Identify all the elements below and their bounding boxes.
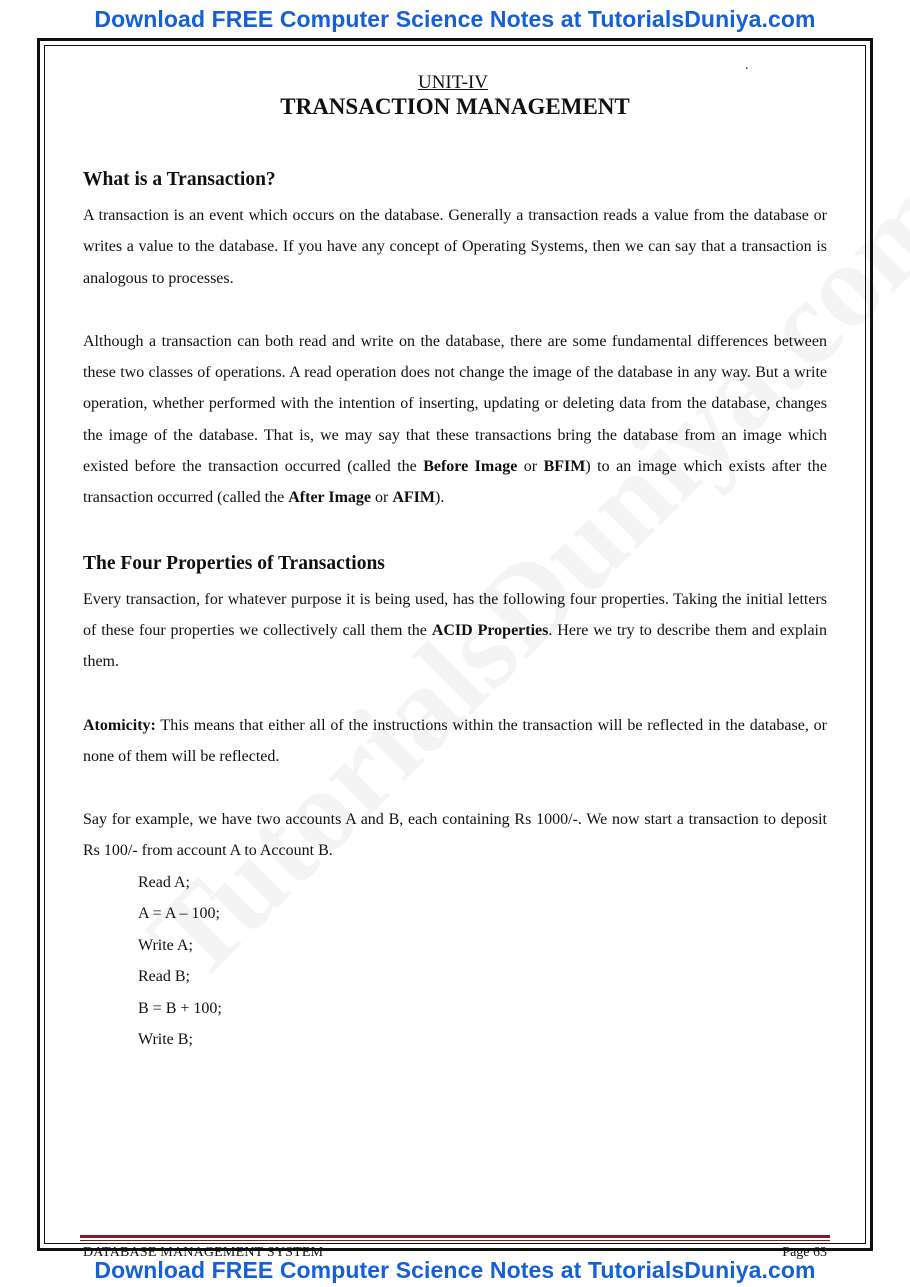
bold-term: AFIM — [392, 489, 435, 507]
download-banner-bottom[interactable]: Download FREE Computer Science Notes at TutorialsDuniya.com — [94, 1257, 816, 1283]
code-line: B = B + 100; — [138, 999, 222, 1017]
page-title: TRANSACTION MANAGEMENT — [280, 94, 630, 119]
code-block — [83, 867, 827, 1056]
code-line: Write A; — [138, 936, 193, 954]
bold-term: ACID Properties — [431, 621, 549, 639]
bold-term: Before Image — [423, 458, 518, 476]
footer-page-number: Page 63 — [782, 1245, 827, 1260]
section-heading-what-is-transaction: What is a Transaction? — [83, 169, 276, 190]
bold-term: After Image — [288, 489, 372, 507]
header-dot: . — [745, 58, 749, 73]
footer-course-name: DATABASE MANAGEMENT SYSTEM — [83, 1245, 324, 1260]
document-body — [83, 166, 827, 1056]
download-banner-top[interactable]: Download FREE Computer Science Notes at TutorialsDuniya.com — [94, 6, 816, 32]
footer-rule-thin — [80, 1240, 830, 1241]
footer-rule — [80, 1235, 830, 1238]
bold-term: BFIM — [543, 458, 586, 476]
unit-label: UNIT-IV — [417, 72, 488, 93]
code-line: A = A – 100; — [138, 905, 220, 923]
paragraph-example: Say for example, we have two accounts A and B, each containing Rs 1000/-. We now start a transaction to deposit Rs 100/- from account A to Account B. — [83, 811, 827, 860]
paragraph: Every transaction, for whatever purpose it is being used, has the following four properties. Taking the initial letters of these four properties we collectively call them the ACID Properties. Here we try to describe them and explain them. — [83, 590, 827, 671]
code-line: Read A; — [138, 873, 190, 891]
paragraph-atomicity: Atomicity: This means that either all of the instructions within the transaction will be reflected in the database, or none of them will be reflected. — [83, 716, 827, 765]
code-line: Read B; — [138, 968, 190, 986]
section-heading-four-properties: The Four Properties of Transactions — [83, 552, 385, 574]
paragraph: A transaction is an event which occurs on the database. Generally a transaction reads a value from the database or writes a value to the database. If you have any concept of Operating Systems, then we can say that a transaction is analogous to processes. — [83, 207, 827, 287]
code-line: Write B; — [138, 1031, 193, 1049]
paragraph: Although a transaction can both read and write on the database, there are some fundamental differences between these two classes of operations. A read operation does not change the image of the database in any way. But a write operation, whether performed with the intention of inserting, updating or deleting data from the database, changes the image of the database. That is, we may say that these transactions bring the database from an image which existed before the transaction occurred (called the Before Image or BFIM) to an image which exists after the transaction occurred (called the After Image or AFIM). — [83, 332, 828, 507]
term-atomicity: Atomicity: — [83, 716, 156, 734]
